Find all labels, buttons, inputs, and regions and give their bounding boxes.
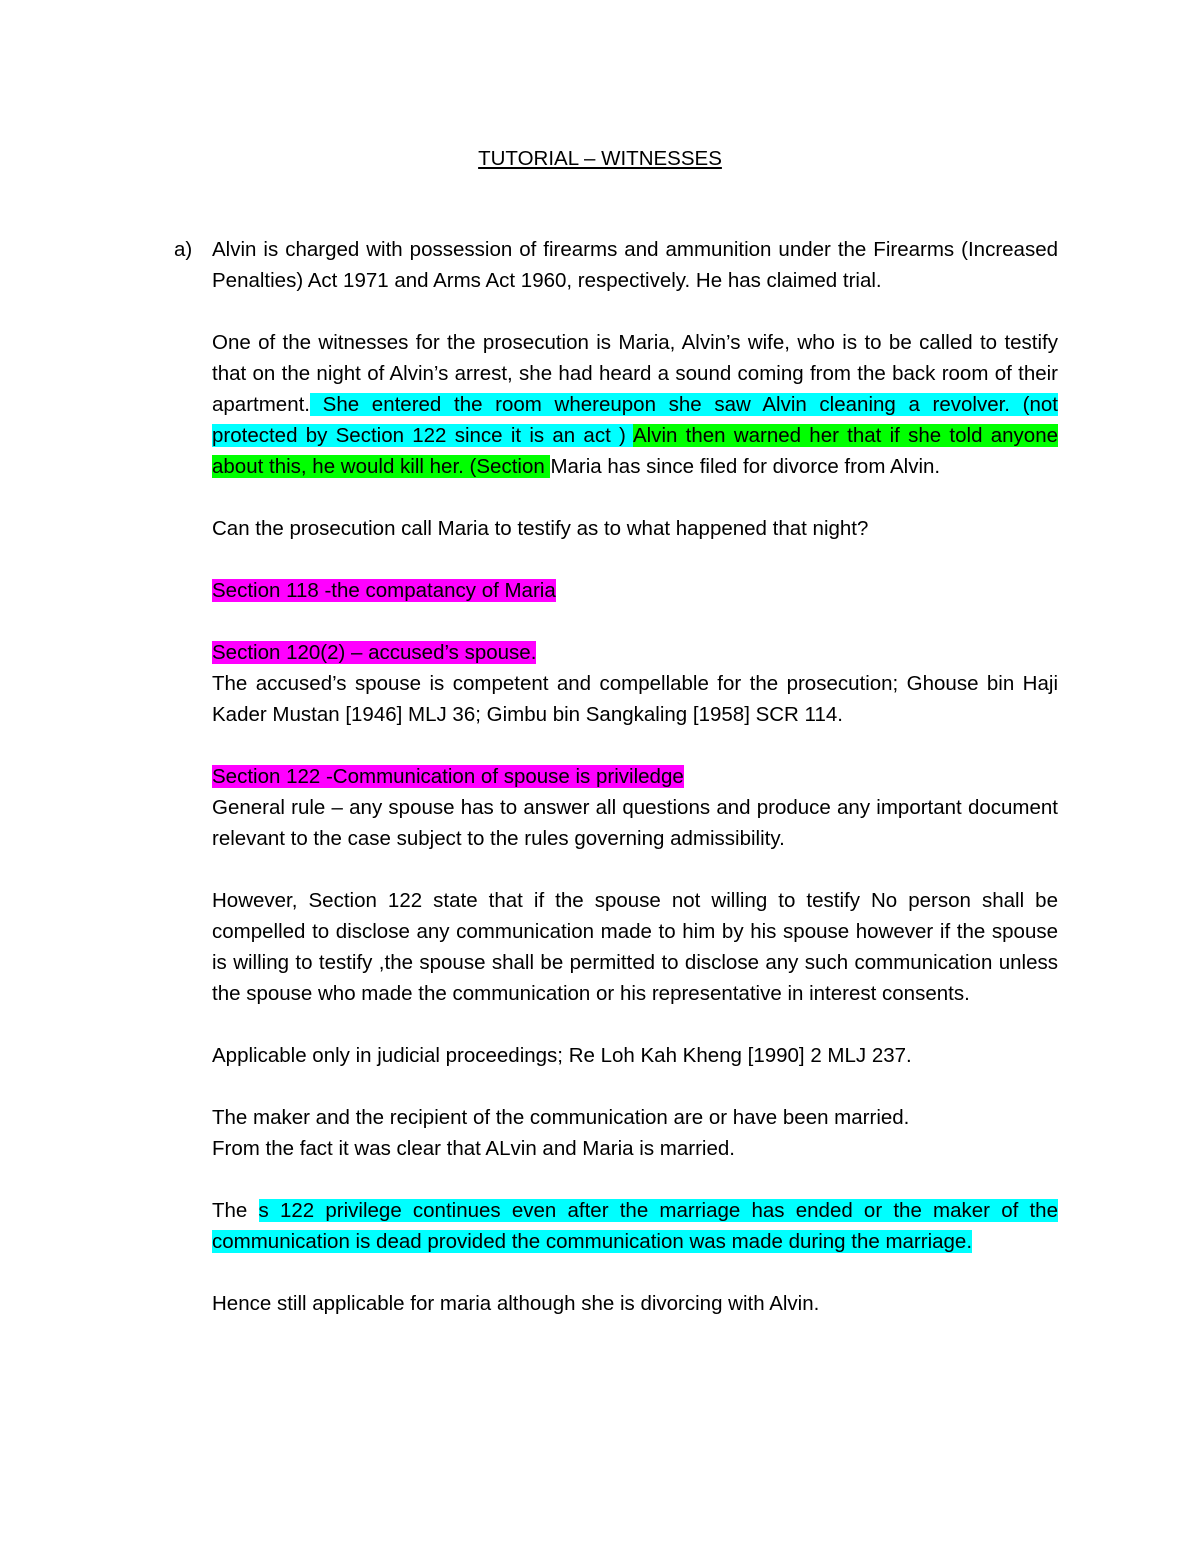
paragraph-however: However, Section 122 state that if the spouse not willing to testify No person shall be compelled to disclose any communication made to him by his spouse however if the spouse is willing to testify ,the spouse shall be permitted to disclose any such communication unless the spouse who made the communication or his representative in interest consents. [212, 889, 1058, 1005]
paragraph-section-120: The accused’s spouse is competent and compellable for the prosecution; Ghouse bin Haji Kader Mustan [1946] MLJ 36; Gimbu bin Sangkaling [1958] SCR 114. [212, 672, 1058, 726]
paragraph-applicable: Applicable only in judicial proceedings; Re Loh Kah Kheng [1990] 2 MLJ 237. [212, 1044, 912, 1067]
magenta-highlight-s118: Section 118 -the compatancy of Maria [212, 579, 556, 602]
facts-divorce-text: Maria has since filed for divorce from Alvin. [550, 455, 941, 478]
privilege-lead-text: The [212, 1199, 259, 1222]
question-marker: a) [174, 238, 193, 261]
question-paragraph-charge: Alvin is charged with possession of firearms and ammunition under the Firearms (Increased Penalties) Act 1971 and Arms Act 1960, respectively. He has claimed trial. [212, 238, 1058, 292]
heading-section-122 [212, 761, 1058, 792]
document-title: TUTORIAL – WITNESSES [478, 147, 722, 170]
facts-text: One of the witnesses for the prosecution is Maria, Alvin’s wife, who is to be called to testify that on the night of Alvin’s arrest, she had heard a sound coming from the back room of their apartment. [212, 331, 1058, 416]
magenta-highlight-s120: Section 120(2) – accused’s spouse. [212, 641, 537, 664]
cyan-highlight-revolver: She entered the room whereupon she saw Alvin cleaning a revolver. (not protected by Section 122 since it is an act ) [212, 393, 1058, 447]
paragraph-hence: Hence still applicable for maria although she is divorcing with Alvin. [212, 1292, 820, 1315]
paragraph-fact: From the fact it was clear that ALvin and Maria is married. [212, 1137, 735, 1160]
green-highlight-warning: Alvin then warned her that if she told anyone about this, he would kill her. (Section [212, 424, 1058, 478]
question-body [212, 234, 1058, 1319]
question-paragraph-facts [212, 327, 1058, 482]
magenta-highlight-s122: Section 122 -Communication of spouse is priviledge [212, 765, 684, 788]
paragraph-general-rule: General rule – any spouse has to answer all questions and produce any important document relevant to the case subject to the rules governing admissibility. [212, 796, 1058, 850]
question-text: Can the prosecution call Maria to testify as to what happened that night? [212, 517, 869, 540]
cyan-highlight-privilege: s 122 privilege continues even after the marriage has ended or the maker of the communication is dead provided the communication was made during the marriage. [212, 1199, 1058, 1253]
heading-section-120 [212, 637, 1058, 668]
heading-section-118 [212, 575, 1058, 606]
paragraph-maker: The maker and the recipient of the communication are or have been married. [212, 1106, 910, 1129]
paragraph-privilege [212, 1195, 1058, 1257]
